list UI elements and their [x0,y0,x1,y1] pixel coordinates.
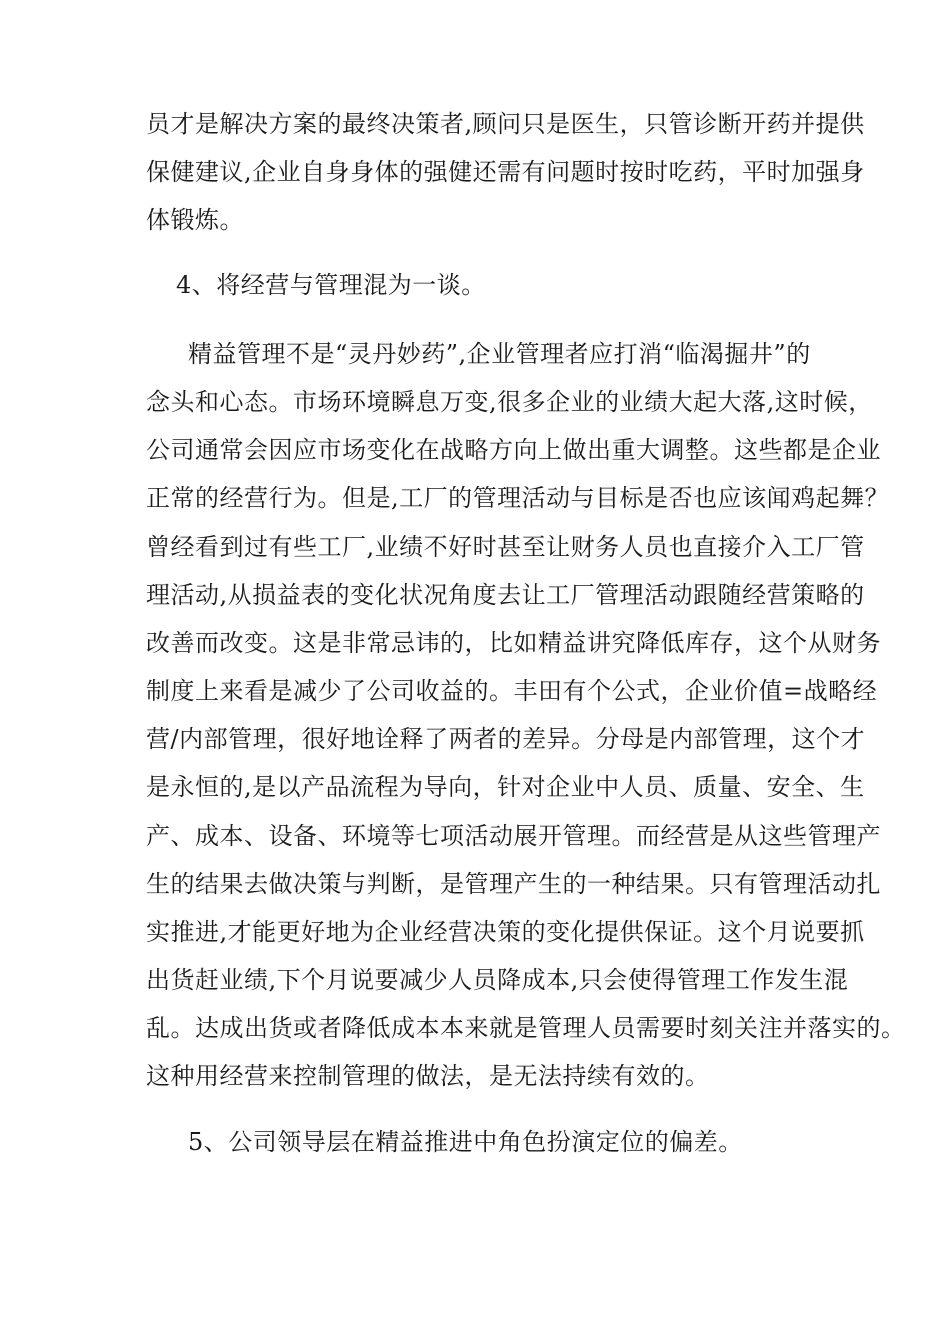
paragraph-line: 精益管理不是“灵丹妙药”,企业管理者应打消“临渴掘井”的 [188,340,811,368]
paragraph-line: 营/内部管理，很好地诠释了两者的差异。分母是内部管理，这个才 [146,725,866,753]
paragraph-line: 出货赶业绩,下个月说要减少人员降成本,只会使得管理工作发生混 [146,966,849,994]
paragraph-line: 是永恒的,是以产品流程为导向，针对企业中人员、质量、安全、生 [146,773,865,801]
paragraph-line: 生的结果去做决策与判断，是管理产生的一种结果。只有管理活动扎 [146,870,881,898]
paragraph-line: 乱。达成出货或者降低成本本来就是管理人员需要时刻关注并落实的。 [146,1014,906,1042]
paragraph-line: 这种用经营来控制管理的做法，是无法持续有效的。 [146,1062,710,1090]
paragraph-line: 产、成本、设备、环境等七项活动展开管理。而经营是从这些管理产 [146,822,881,850]
paragraph-line: 实推进,才能更好地为企业经营决策的变化提供保证。这个月说要抓 [146,918,865,946]
section-heading-5: 5、公司领导层在精益推进中角色扮演定位的偏差。 [188,1128,743,1156]
paragraph-line: 保健建议,企业自身身体的强健还需有问题时按时吃药，平时加强身 [146,158,865,186]
paragraph-line: 体锻炼。 [146,206,244,234]
paragraph-line: 公司通常会因应市场变化在战略方向上做出重大调整。这些都是企业 [146,436,881,464]
paragraph-line: 理活动,从损益表的变化状况角度去让工厂管理活动跟随经营策略的 [146,581,865,609]
paragraph-line: 念头和心态。市场环境瞬息万变,很多企业的业绩大起大落,这时候， [146,388,873,416]
paragraph-line: 员才是解决方案的最终决策者,顾问只是医生，只管诊断开药并提供 [146,110,865,138]
section-heading-4: 4、将经营与管理混为一谈。 [176,271,486,299]
paragraph-line: 正常的经营行为。但是,工厂的管理活动与目标是否也应该闻鸡起舞？ [146,484,890,512]
paragraph-line: 改善而改变。这是非常忌讳的，比如精益讲究降低库存，这个从财务 [146,629,881,657]
paragraph-line: 曾经看到过有些工厂,业绩不好时甚至让财务人员也直接介入工厂管 [146,533,865,561]
paragraph-line: 制度上来看是减少了公司收益的。丰田有个公式，企业价值=战略经 [146,677,878,705]
